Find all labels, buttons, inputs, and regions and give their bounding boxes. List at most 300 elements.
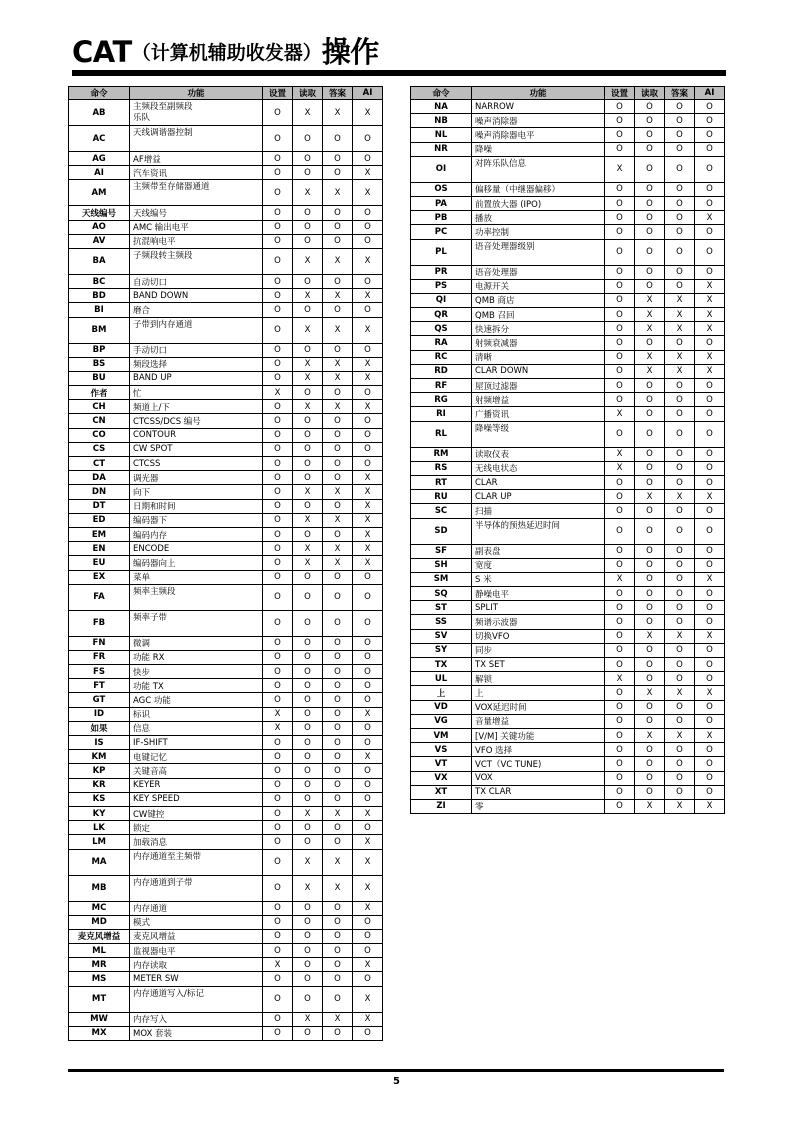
table-row	[411, 293, 725, 307]
command-cell: VG	[411, 714, 472, 728]
table-row	[69, 750, 383, 764]
function-cell: CTCSS	[130, 457, 263, 471]
ai-flag-cell: O	[695, 142, 725, 156]
set-flag-cell: O	[263, 1012, 293, 1026]
ai-flag-cell: O	[695, 587, 725, 601]
set-flag-cell: O	[263, 206, 293, 220]
function-cell: 快速拆分	[472, 322, 605, 336]
read-flag-cell: X	[293, 875, 323, 901]
ai-flag-cell: O	[353, 650, 383, 664]
read-flag-cell: O	[293, 343, 323, 357]
command-cell: MR	[69, 958, 130, 972]
set-flag-cell: O	[263, 126, 293, 152]
function-cell: 编码器下	[130, 513, 263, 527]
function-cell: 主频带至存储器通道	[130, 180, 263, 206]
read-flag-cell: O	[293, 665, 323, 679]
command-cell: MA	[69, 849, 130, 875]
command-cell: QS	[411, 322, 472, 336]
read-flag-cell: O	[293, 234, 323, 248]
set-flag-cell: O	[263, 457, 293, 471]
command-cell: AB	[69, 100, 130, 126]
table-row	[69, 875, 383, 901]
ai-flag-cell: X	[353, 986, 383, 1012]
ai-flag-cell: X	[353, 166, 383, 180]
answer-flag-cell: O	[323, 234, 353, 248]
function-cell: 内存通道至主频带	[130, 849, 263, 875]
table-row	[411, 128, 725, 142]
set-flag-cell: O	[605, 714, 635, 728]
command-cell: NR	[411, 142, 472, 156]
function-cell: TX CLAR	[472, 785, 605, 799]
read-flag-cell: O	[635, 475, 665, 489]
read-flag-cell: X	[635, 799, 665, 813]
answer-flag-cell: O	[323, 457, 353, 471]
answer-flag-cell: X	[323, 100, 353, 126]
set-flag-cell: O	[263, 248, 293, 274]
title-main: CAT	[72, 35, 132, 69]
set-flag-cell: O	[263, 471, 293, 485]
command-cell: OI	[411, 156, 472, 182]
table-row	[69, 707, 383, 721]
read-flag-cell: X	[293, 1012, 323, 1026]
set-flag-cell: O	[605, 293, 635, 307]
ai-flag-cell: X	[695, 350, 725, 364]
function-cell: 电键记忆	[130, 750, 263, 764]
set-flag-cell: O	[263, 821, 293, 835]
read-flag-cell: O	[635, 225, 665, 239]
command-cell: QR	[411, 308, 472, 322]
answer-flag-cell: O	[665, 100, 695, 114]
answer-flag-cell: O	[665, 239, 695, 265]
command-cell: BD	[69, 289, 130, 303]
answer-flag-cell: O	[665, 643, 695, 657]
read-flag-cell: O	[635, 615, 665, 629]
table-row	[411, 558, 725, 572]
answer-flag-cell: O	[323, 929, 353, 943]
ai-flag-cell: X	[353, 835, 383, 849]
command-table-left	[68, 86, 383, 1041]
table-row	[69, 570, 383, 584]
set-flag-cell: O	[263, 527, 293, 541]
table-row	[411, 379, 725, 393]
table-row	[411, 196, 725, 210]
read-flag-cell: X	[293, 556, 323, 570]
set-flag-cell: O	[263, 343, 293, 357]
function-cell: VCT（VC TUNE)	[472, 757, 605, 771]
set-flag-cell: O	[605, 544, 635, 558]
command-cell: 作者	[69, 386, 130, 400]
table-row	[411, 643, 725, 657]
command-cell: DA	[69, 471, 130, 485]
function-cell: S 米	[472, 572, 605, 586]
function-cell: 编码内存	[130, 527, 263, 541]
table-row	[69, 220, 383, 234]
answer-flag-cell: O	[323, 693, 353, 707]
ai-flag-cell: O	[353, 721, 383, 735]
set-flag-cell: O	[605, 785, 635, 799]
function-cell: ENCODE	[130, 542, 263, 556]
read-flag-cell: O	[293, 736, 323, 750]
command-cell: DT	[69, 499, 130, 513]
ai-flag-cell: O	[353, 764, 383, 778]
command-cell: EU	[69, 556, 130, 570]
set-flag-cell: X	[605, 572, 635, 586]
table-row	[411, 771, 725, 785]
read-flag-cell: O	[635, 421, 665, 447]
read-flag-cell: O	[635, 700, 665, 714]
table-row	[69, 972, 383, 986]
answer-flag-cell: O	[665, 421, 695, 447]
function-cell: 电源开关	[472, 279, 605, 293]
ai-flag-cell: X	[353, 806, 383, 820]
table-row	[411, 757, 725, 771]
table-row	[69, 513, 383, 527]
ai-flag-cell: X	[353, 875, 383, 901]
answer-flag-cell: O	[665, 156, 695, 182]
page-title	[72, 34, 379, 71]
command-cell: KP	[69, 764, 130, 778]
function-cell: 语音处理器	[472, 265, 605, 279]
table-row	[69, 428, 383, 442]
answer-flag-cell: O	[665, 182, 695, 196]
ai-flag-cell: X	[353, 513, 383, 527]
ai-flag-cell: O	[353, 821, 383, 835]
function-cell: 标识	[130, 707, 263, 721]
function-cell: QMB 召回	[472, 308, 605, 322]
function-cell: 天线调谐器控制	[130, 126, 263, 152]
set-flag-cell: O	[605, 196, 635, 210]
set-flag-cell: O	[263, 736, 293, 750]
table-row	[69, 126, 383, 152]
table-row	[411, 629, 725, 643]
set-flag-cell: O	[263, 929, 293, 943]
read-flag-cell: O	[293, 636, 323, 650]
function-cell: 频率主频段	[130, 584, 263, 610]
ai-flag-cell: O	[353, 414, 383, 428]
ai-flag-cell: X	[353, 100, 383, 126]
answer-flag-cell: O	[665, 504, 695, 518]
table-row	[69, 499, 383, 513]
answer-flag-cell: O	[665, 447, 695, 461]
function-cell: 语音处理器级别	[472, 239, 605, 265]
ai-flag-cell: O	[695, 504, 725, 518]
table-row	[69, 303, 383, 317]
ai-flag-cell: O	[353, 457, 383, 471]
read-flag-cell: O	[635, 196, 665, 210]
table-row	[411, 393, 725, 407]
header-function: 功能	[130, 87, 263, 100]
function-cell: IF-SHIFT	[130, 736, 263, 750]
read-flag-cell: O	[635, 142, 665, 156]
read-flag-cell: X	[635, 350, 665, 364]
table-row	[69, 556, 383, 570]
ai-flag-cell: O	[353, 736, 383, 750]
ai-flag-cell: O	[695, 643, 725, 657]
read-flag-cell: X	[293, 357, 323, 371]
set-flag-cell: O	[263, 556, 293, 570]
set-flag-cell: O	[605, 771, 635, 785]
read-flag-cell: O	[293, 1026, 323, 1040]
set-flag-cell: O	[263, 849, 293, 875]
table-row	[411, 461, 725, 475]
table-row	[69, 457, 383, 471]
table-row	[69, 958, 383, 972]
command-cell: FS	[69, 665, 130, 679]
set-flag-cell: O	[263, 234, 293, 248]
answer-flag-cell: O	[323, 126, 353, 152]
table-row	[411, 700, 725, 714]
read-flag-cell: X	[293, 289, 323, 303]
ai-flag-cell: X	[353, 289, 383, 303]
ai-flag-cell: O	[695, 225, 725, 239]
set-flag-cell: O	[605, 308, 635, 322]
ai-flag-cell: O	[695, 447, 725, 461]
answer-flag-cell: O	[323, 944, 353, 958]
table-row	[69, 442, 383, 456]
table-row	[69, 665, 383, 679]
command-cell: MT	[69, 986, 130, 1012]
answer-flag-cell: O	[323, 750, 353, 764]
function-cell: TX SET	[472, 658, 605, 672]
read-flag-cell: X	[635, 728, 665, 742]
ai-flag-cell: X	[353, 357, 383, 371]
answer-flag-cell: O	[323, 527, 353, 541]
set-flag-cell: O	[263, 542, 293, 556]
table-row	[411, 182, 725, 196]
answer-flag-cell: X	[323, 371, 353, 385]
function-cell: 频段选择	[130, 357, 263, 371]
command-cell: FN	[69, 636, 130, 650]
ai-flag-cell: O	[695, 615, 725, 629]
ai-flag-cell: O	[353, 972, 383, 986]
read-flag-cell: O	[635, 239, 665, 265]
command-cell: RD	[411, 364, 472, 378]
header-answer: 答案	[323, 87, 353, 100]
ai-flag-cell: O	[353, 665, 383, 679]
command-cell: CN	[69, 414, 130, 428]
table-row	[411, 265, 725, 279]
table-row	[69, 371, 383, 385]
ai-flag-cell: O	[695, 196, 725, 210]
command-cell: AG	[69, 152, 130, 166]
answer-flag-cell: O	[665, 336, 695, 350]
table-row	[411, 785, 725, 799]
read-flag-cell: O	[293, 792, 323, 806]
answer-flag-cell: O	[323, 972, 353, 986]
function-cell: QMB 商店	[472, 293, 605, 307]
table-row	[411, 407, 725, 421]
function-cell: 功率控制	[472, 225, 605, 239]
ai-flag-cell: O	[695, 544, 725, 558]
table-row	[411, 672, 725, 686]
set-flag-cell: O	[263, 152, 293, 166]
table-row	[411, 308, 725, 322]
answer-flag-cell: O	[323, 636, 353, 650]
ai-flag-cell: X	[695, 211, 725, 225]
set-flag-cell: O	[263, 371, 293, 385]
read-flag-cell: O	[635, 407, 665, 421]
ai-flag-cell: O	[695, 265, 725, 279]
ai-flag-cell: O	[695, 156, 725, 182]
table-row	[69, 248, 383, 274]
command-cell: PC	[411, 225, 472, 239]
read-flag-cell: O	[293, 414, 323, 428]
command-cell: AV	[69, 234, 130, 248]
function-cell: 关键音高	[130, 764, 263, 778]
answer-flag-cell: O	[665, 672, 695, 686]
command-cell: NB	[411, 114, 472, 128]
ai-flag-cell: X	[695, 728, 725, 742]
set-flag-cell: O	[263, 570, 293, 584]
ai-flag-cell: O	[695, 658, 725, 672]
command-cell: SS	[411, 615, 472, 629]
ai-flag-cell: X	[353, 317, 383, 343]
set-flag-cell: O	[263, 357, 293, 371]
function-cell: VFO 选择	[472, 743, 605, 757]
set-flag-cell: O	[263, 875, 293, 901]
read-flag-cell: O	[635, 182, 665, 196]
set-flag-cell: O	[263, 901, 293, 915]
function-cell: 降噪等级	[472, 421, 605, 447]
command-cell: BP	[69, 343, 130, 357]
read-flag-cell: O	[635, 447, 665, 461]
command-cell: FT	[69, 679, 130, 693]
answer-flag-cell: O	[323, 303, 353, 317]
table-row	[69, 849, 383, 875]
ai-flag-cell: X	[353, 542, 383, 556]
set-flag-cell: O	[263, 636, 293, 650]
header-answer: 答案	[665, 87, 695, 100]
read-flag-cell: O	[293, 915, 323, 929]
set-flag-cell: O	[605, 225, 635, 239]
ai-flag-cell: O	[695, 407, 725, 421]
command-cell: BI	[69, 303, 130, 317]
answer-flag-cell: O	[323, 274, 353, 288]
table-row	[411, 475, 725, 489]
read-flag-cell: O	[293, 471, 323, 485]
read-flag-cell: O	[293, 707, 323, 721]
set-flag-cell: X	[263, 958, 293, 972]
read-flag-cell: X	[635, 490, 665, 504]
set-flag-cell: X	[263, 721, 293, 735]
command-cell: 麦克风增益	[69, 929, 130, 943]
table-row	[69, 289, 383, 303]
set-flag-cell: O	[263, 400, 293, 414]
set-flag-cell: O	[605, 393, 635, 407]
set-flag-cell: O	[263, 944, 293, 958]
read-flag-cell: X	[635, 308, 665, 322]
answer-flag-cell: O	[665, 757, 695, 771]
read-flag-cell: X	[293, 400, 323, 414]
read-flag-cell: O	[635, 128, 665, 142]
set-flag-cell: O	[263, 915, 293, 929]
function-cell: NARROW	[472, 100, 605, 114]
function-cell: SPLIT	[472, 601, 605, 615]
read-flag-cell: O	[293, 166, 323, 180]
function-cell: AMC 输出电平	[130, 220, 263, 234]
answer-flag-cell: O	[323, 206, 353, 220]
function-cell: [V/M] 关键功能	[472, 728, 605, 742]
answer-flag-cell: O	[665, 601, 695, 615]
function-cell: 向下	[130, 485, 263, 499]
answer-flag-cell: X	[665, 350, 695, 364]
table-row	[69, 180, 383, 206]
set-flag-cell: O	[605, 757, 635, 771]
read-flag-cell: O	[293, 274, 323, 288]
command-cell: BS	[69, 357, 130, 371]
table-row	[69, 1026, 383, 1040]
command-cell: BM	[69, 317, 130, 343]
function-cell: 子频段转主频段	[130, 248, 263, 274]
table-row	[411, 572, 725, 586]
ai-flag-cell: X	[353, 371, 383, 385]
ai-flag-cell: O	[695, 461, 725, 475]
set-flag-cell: O	[605, 364, 635, 378]
answer-flag-cell: X	[665, 293, 695, 307]
ai-flag-cell: O	[353, 206, 383, 220]
function-cell: 锁定	[130, 821, 263, 835]
answer-flag-cell: O	[323, 343, 353, 357]
ai-flag-cell: O	[353, 610, 383, 636]
command-cell: SF	[411, 544, 472, 558]
set-flag-cell: O	[605, 114, 635, 128]
set-flag-cell: O	[263, 806, 293, 820]
ai-flag-cell: X	[695, 308, 725, 322]
command-cell: BU	[69, 371, 130, 385]
command-cell: RU	[411, 490, 472, 504]
ai-flag-cell: O	[695, 700, 725, 714]
set-flag-cell: O	[605, 504, 635, 518]
answer-flag-cell: X	[323, 400, 353, 414]
set-flag-cell: O	[263, 764, 293, 778]
command-cell: KM	[69, 750, 130, 764]
command-cell: ST	[411, 601, 472, 615]
table-row	[69, 471, 383, 485]
table-row	[69, 986, 383, 1012]
answer-flag-cell: O	[665, 475, 695, 489]
read-flag-cell: X	[635, 293, 665, 307]
ai-flag-cell: O	[353, 442, 383, 456]
command-cell: BC	[69, 274, 130, 288]
function-cell: 快步	[130, 665, 263, 679]
answer-flag-cell: O	[323, 778, 353, 792]
read-flag-cell: O	[635, 743, 665, 757]
command-cell: OS	[411, 182, 472, 196]
command-cell: AC	[69, 126, 130, 152]
function-cell: BAND UP	[130, 371, 263, 385]
function-cell: 扫描	[472, 504, 605, 518]
function-cell: 抗混响电平	[130, 234, 263, 248]
answer-flag-cell: X	[323, 248, 353, 274]
command-cell: CH	[69, 400, 130, 414]
ai-flag-cell: O	[353, 234, 383, 248]
set-flag-cell: X	[263, 707, 293, 721]
command-cell: ED	[69, 513, 130, 527]
ai-flag-cell: X	[353, 556, 383, 570]
ai-flag-cell: X	[353, 400, 383, 414]
table-header-row	[69, 87, 383, 100]
set-flag-cell: O	[605, 558, 635, 572]
set-flag-cell: O	[263, 610, 293, 636]
command-cell: UL	[411, 672, 472, 686]
set-flag-cell: X	[605, 461, 635, 475]
set-flag-cell: O	[605, 279, 635, 293]
ai-flag-cell: X	[695, 279, 725, 293]
command-cell: LM	[69, 835, 130, 849]
set-flag-cell: O	[605, 421, 635, 447]
table-row	[69, 400, 383, 414]
answer-flag-cell: O	[323, 610, 353, 636]
